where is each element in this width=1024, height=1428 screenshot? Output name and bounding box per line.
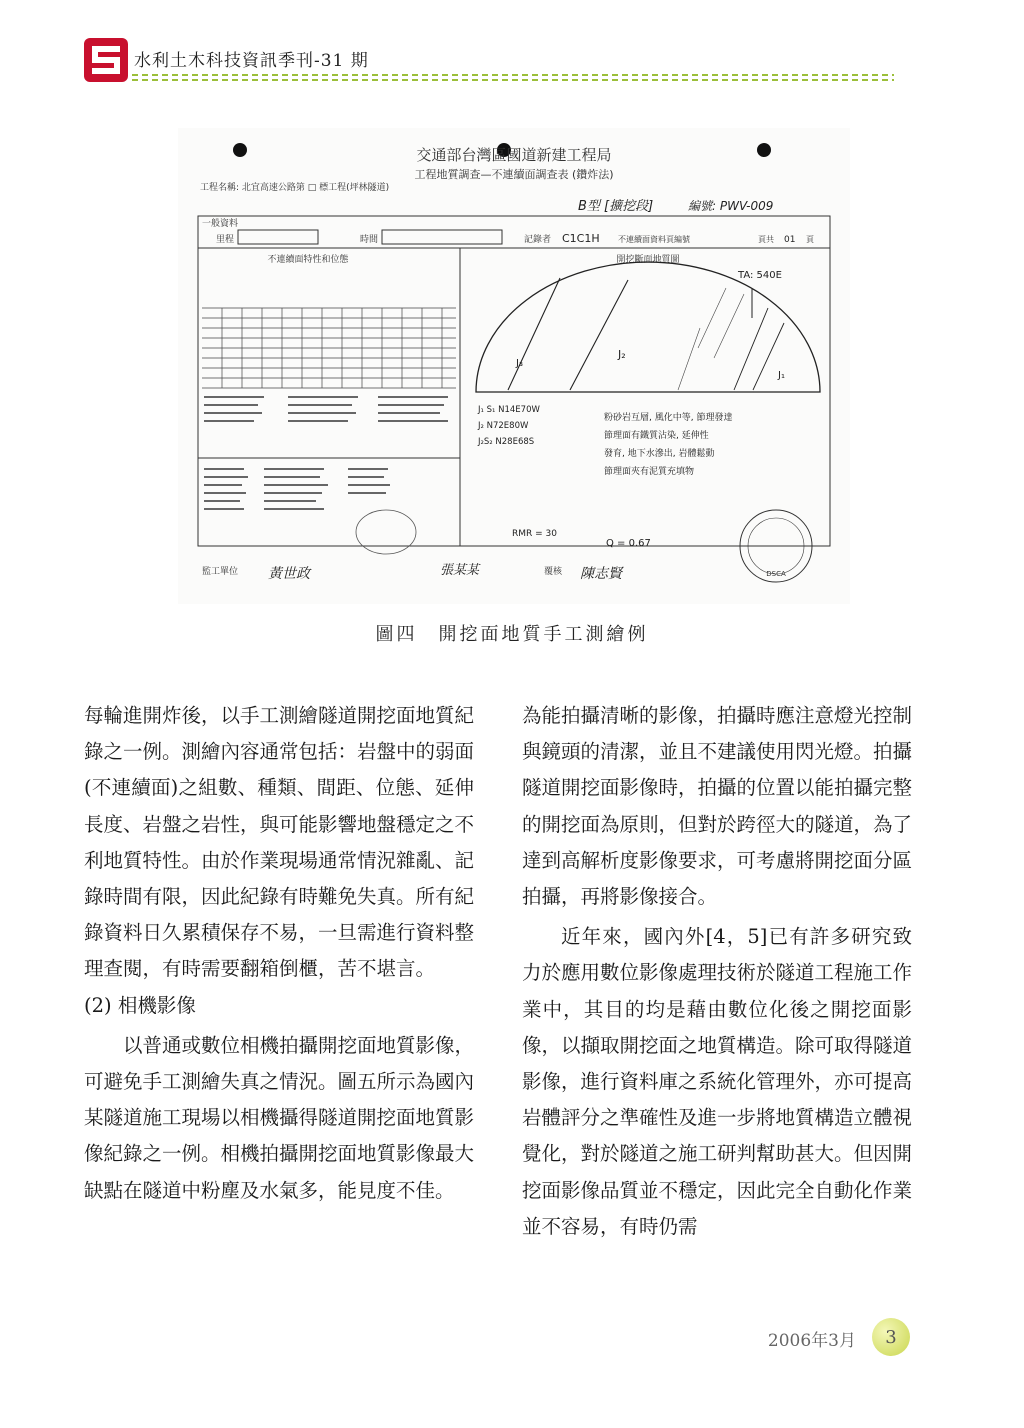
supervisor-label: 監工單位 <box>202 567 239 577</box>
joint-note: J₂ N72E80W <box>478 421 529 431</box>
right-column <box>522 698 912 1245</box>
sheet-value: 01 <box>784 235 796 245</box>
joint-note: J₁ S₁ N14E70W <box>478 405 540 415</box>
page-label: 不連續面資料頁編號 <box>618 235 690 244</box>
left-column <box>84 698 474 1209</box>
joint-label-j3: J₃ <box>516 358 523 369</box>
form-title: 交通部台灣區國道新建工程局 <box>416 146 612 164</box>
stamp-text: DSCA <box>766 570 786 578</box>
form-subtitle: 工程地質調查—不連續面調查表 (鑽炸法) <box>414 168 614 181</box>
figure-caption: 圖四 開挖面地質手工測繪例 <box>375 624 649 645</box>
sheet-label: 頁共 <box>758 235 774 244</box>
signature: 黃世政 <box>268 566 310 582</box>
joint-note: J₂S₂ N28E68S <box>478 437 535 447</box>
punch-hole-icon <box>233 143 247 157</box>
handwritten-note: 節理面有鐵質沾染, 延伸性 <box>604 431 709 441</box>
handwritten-note: 粉砂岩互層, 風化中等, 節理發達 <box>604 413 733 423</box>
page-number-badge <box>872 1318 910 1356</box>
signature: 陳志賢 <box>580 566 622 582</box>
paragraph: 為能拍攝清晰的影像，拍攝時應注意燈光控制與鏡頭的清潔，並且不建議使用閃光燈。拍攝隧道開挖面影像時，拍攝的位置以能拍攝完整的開挖面為原則，但對於跨徑大的隧道，為了達到高解析度影像要求，可考慮將開挖面分區拍攝，再將影像接合。 <box>522 704 913 909</box>
q-label: Q = 0.67 <box>606 538 651 549</box>
paragraph: 每輪進開炸後，以手工測繪隧道開挖面地質紀錄之一例。測繪內容通常包括：岩盤中的弱面(不連續面)之組數、種類、間距、位態、延伸長度、岩盤之岩性，與可能影響地盤穩定之不利地質特性。由於作業現場通常情況雜亂、記錄時間有限，因此紀錄有時難免失真。所有紀錄資料日久累積保存不易，一旦需進行資料整理查閱，有時需要翻箱倒櫃，苦不堪言。 <box>84 704 475 981</box>
handwritten-note: 節理面夾有泥質充填物 <box>604 467 695 477</box>
geology-sketch-figure <box>178 128 850 604</box>
general-section-label: 一般資料 <box>202 219 239 229</box>
reviewer-label: 覆核 <box>544 567 563 577</box>
punch-hole-icon <box>757 143 771 157</box>
page-suffix: 頁 <box>806 235 814 244</box>
project-line: 工程名稱: 北宜高速公路第 □ 標工程(坪林隧道) <box>200 183 390 193</box>
joint-label-j2: J₂ <box>618 348 626 361</box>
right-panel-title: 開挖斷面地質圖 <box>616 255 680 265</box>
type-label: B型 [擴挖段] <box>578 199 654 214</box>
page-header <box>0 0 1024 100</box>
handwritten-note: 發育, 地下水滲出, 岩體鬆動 <box>604 449 715 459</box>
header-rule <box>84 72 894 82</box>
recorder-label: 記錄者 <box>524 235 552 245</box>
recorder-value: C1C1H <box>562 232 600 245</box>
page-number: 3 <box>885 1326 897 1348</box>
ta-label: TA: 540E <box>738 270 782 281</box>
signature: 張某某 <box>440 563 480 578</box>
left-table-title: 不連續面特性和位態 <box>267 255 349 265</box>
station-label: 里程 <box>216 235 235 245</box>
joint-label-j1: J₁ <box>778 370 785 381</box>
section-heading: (2) 相機影像 <box>84 993 196 1017</box>
issue-date: 2006年3月 <box>767 1331 856 1351</box>
time-label: 時間 <box>360 235 379 245</box>
paragraph: 以普通或數位相機拍攝開挖面地質影像，可避免手工測繪失真之情況。圖五所示為國內某隧道施工現場以相機攝得隧道開挖面地質影像紀錄之一例。相機拍攝開挖面地質影像最大缺點在隧道中粉塵及水氣多，能見度不佳。 <box>84 1033 475 1202</box>
form-number: 編號: PWV-009 <box>688 199 774 213</box>
journal-title: 水利土木科技資訊季刊-31 期 <box>134 51 369 71</box>
rmr-label: RMR = 30 <box>512 529 557 539</box>
paragraph: 近年來，國內外[4，5]已有許多研究致力於應用數位影像處理技術於隧道工程施工作業中，其目的均是藉由數位化後之開挖面影像，以擷取開挖面之地質構造。除可取得隧道影像，進行資料庫之系統化管理外，亦可提高岩體評分之準確性及進一步將地質構造立體視覺化，對於隧道之施工研判幫助甚大。但因開挖面影像品質並不穩定，因此完全自動化作業並不容易，有時仍需 <box>522 925 913 1238</box>
